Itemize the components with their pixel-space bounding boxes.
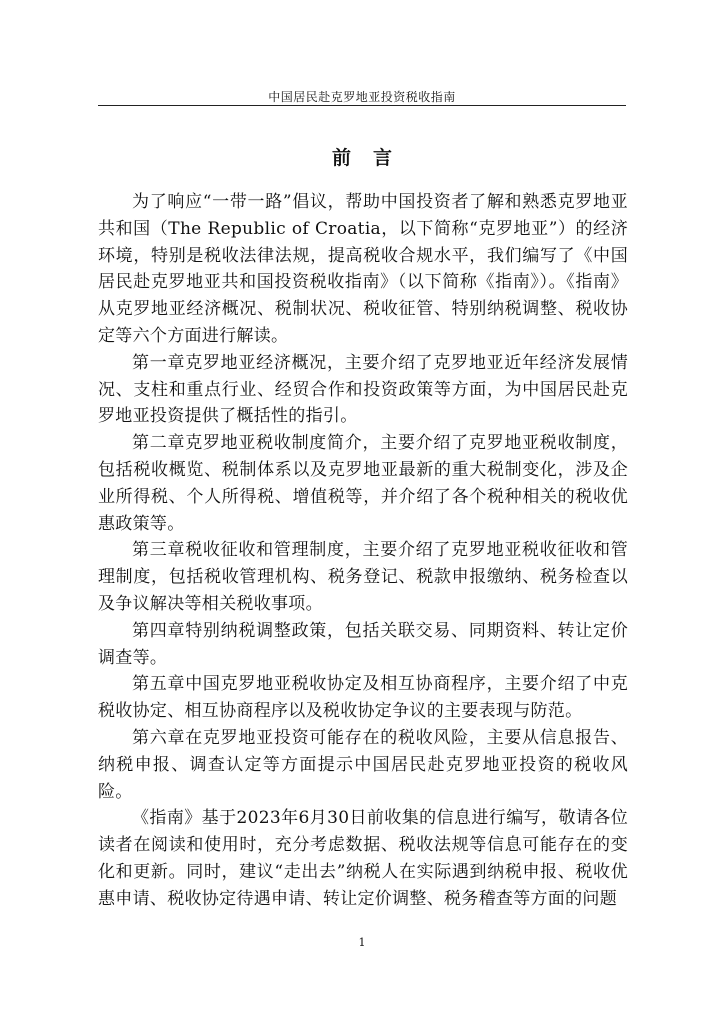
- paragraph-intro: 为了响应“一带一路”倡议，帮助中国投资者了解和熟悉克罗地亚共和国（The Republic of Croatia，以下简称“克罗地亚”）的经济环境，特别是税收法律法规，提高税收合规水平，我们编写了《中国居民赴克罗地亚共和国投资税收指南》（以下简称《指南》）。《指南》从克罗地亚经济概况、税制状况、税收征管、特别纳税调整、税收协定等六个方面进行解读。: [98, 192, 628, 346]
- paragraph-chapter-3: 第三章税收征收和管理制度，主要介绍了克罗地亚税收征收和管理制度，包括税收管理机构、税务登记、税款申报缴纳、税务检查以及争议解决等相关税收事项。: [98, 540, 628, 614]
- page-number: 1: [358, 936, 366, 949]
- paragraph-disclaimer: 《指南》基于2023年6月30日前收集的信息进行编写，敬请各位读者在阅读和使用时，充分考虑数据、税收法规等信息可能存在的变化和更新。同时，建议“走出去”纳税人在实际遇到纳税申报、税收优惠申请、税收协定待遇申请、转让定价调整、税务稽查等方面的问题: [98, 808, 628, 909]
- body-text: [98, 189, 628, 913]
- paragraph-chapter-4: 第四章特别纳税调整政策，包括关联交易、同期资料、转让定价调查等。: [98, 620, 628, 668]
- header-rule: [98, 105, 626, 106]
- paragraph-chapter-2: 第二章克罗地亚税收制度简介，主要介绍了克罗地亚税收制度，包括税收概览、税制体系以及克罗地亚最新的重大税制变化，涉及企业所得税、个人所得税、增值税等，并介绍了各个税种相关的税收优惠政策等。: [98, 433, 628, 534]
- page-title: 前言: [331, 147, 414, 169]
- running-header: 中国居民赴克罗地亚投资税收指南: [268, 90, 456, 104]
- paragraph-chapter-5: 第五章中国克罗地亚税收协定及相互协商程序，主要介绍了中克税收协定、相互协商程序以及税收协定争议的主要表现与防范。: [98, 674, 628, 722]
- paragraph-chapter-1: 第一章克罗地亚经济概况，主要介绍了克罗地亚近年经济发展情况、支柱和重点行业、经贸合作和投资政策等方面，为中国居民赴克罗地亚投资提供了概括性的指引。: [98, 352, 628, 427]
- paragraph-chapter-6: 第六章在克罗地亚投资可能存在的税收风险，主要从信息报告、纳税申报、调查认定等方面提示中国居民赴克罗地亚投资的税收风险。: [98, 727, 628, 802]
